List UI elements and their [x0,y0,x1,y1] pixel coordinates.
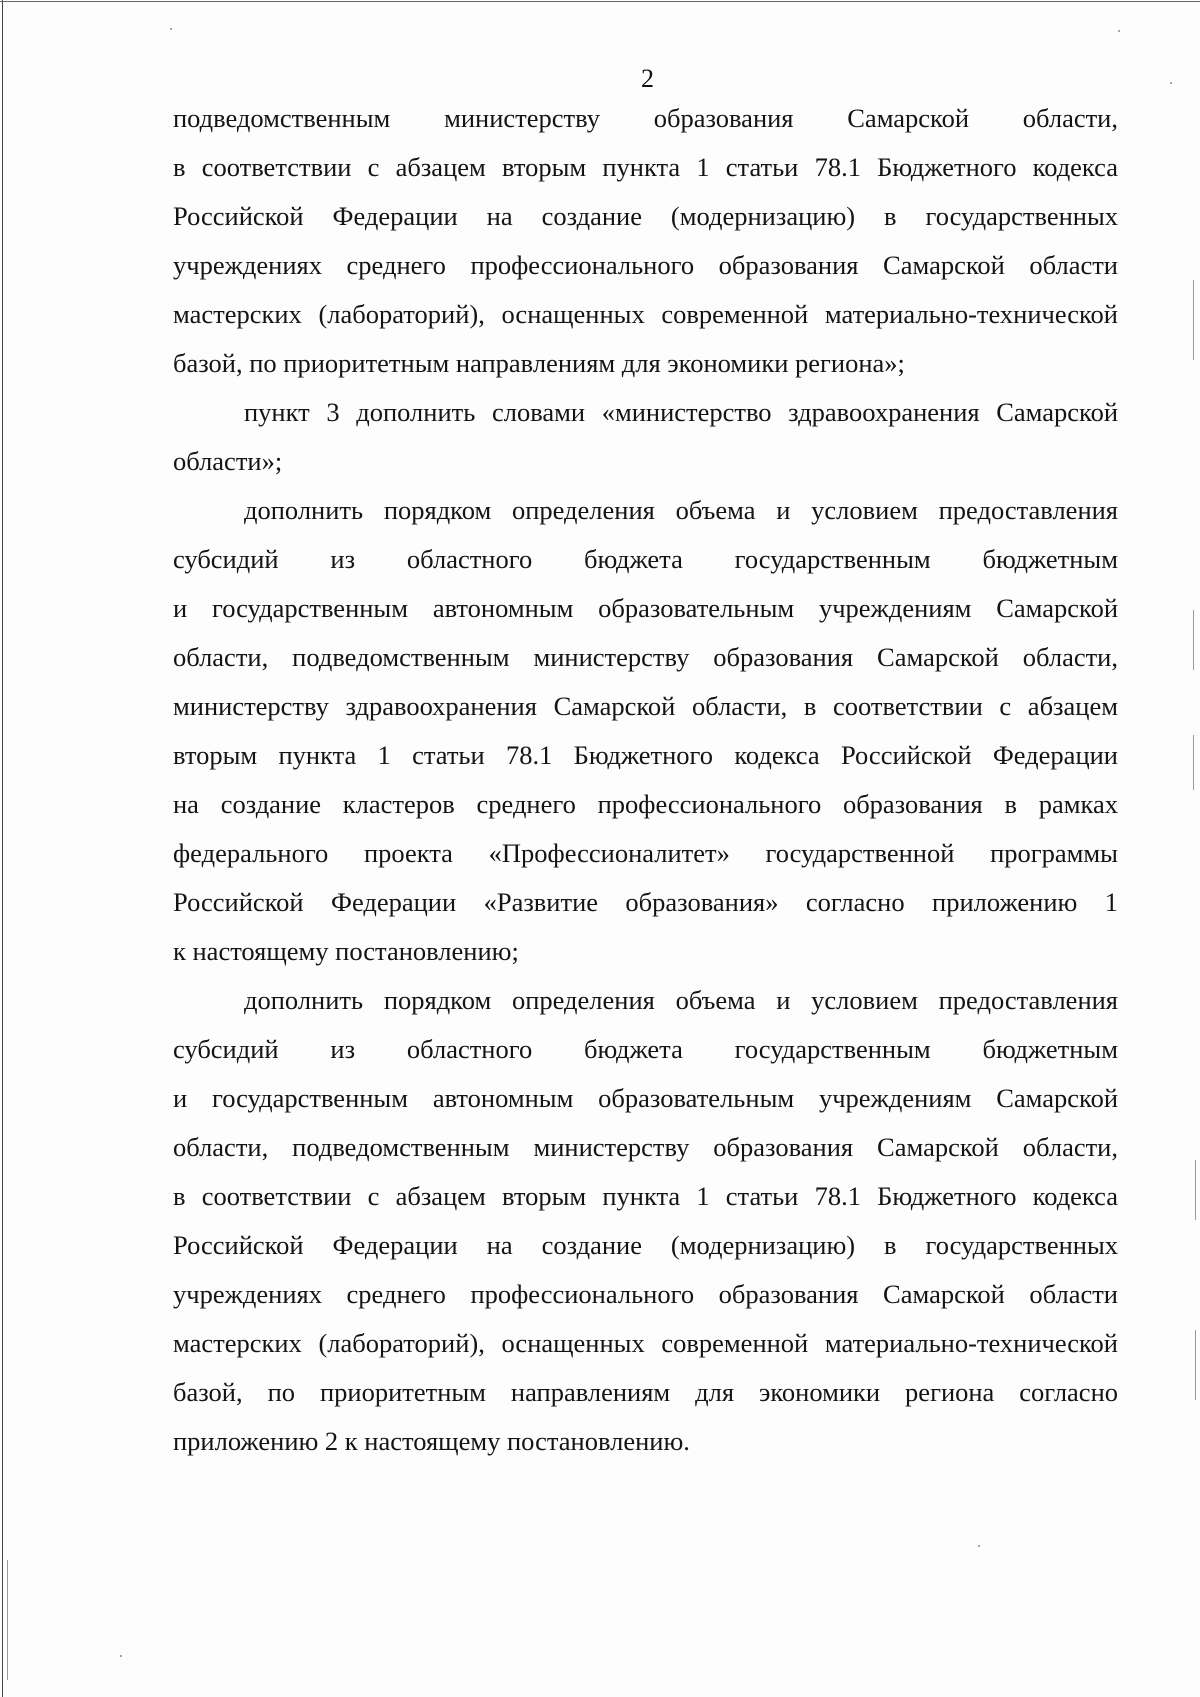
paragraph-first-line: дополнить порядком определения объема и условием предоставления [244,495,1118,525]
text-line: в соответствии с абзацем вторым пункта 1 статьи 78.1 Бюджетного кодекса [173,152,1118,182]
text-line: учреждениях среднего профессионального образования Самарской области [173,250,1118,280]
text-line: подведомственным министерству образования Самарской области, [173,103,1118,133]
text-line: мастерских (лабораторий), оснащенных современной материально-технической [173,299,1118,329]
scan-top-edge [0,1,1200,2]
scan-artifact [7,1560,8,1680]
text-line: мастерских (лабораторий), оснащенных современной материально-технической [173,1328,1118,1358]
text-line: вторым пункта 1 статьи 78.1 Бюджетного кодекса Российской Федерации [173,740,1118,770]
text-line: базой, по приоритетным направлениям для экономики региона согласно [173,1377,1118,1407]
page-number: 2 [641,64,654,93]
scan-speck [1118,30,1120,32]
text-line: на создание кластеров среднего профессионального образования в рамках [173,789,1118,819]
text-line: в соответствии с абзацем вторым пункта 1 статьи 78.1 Бюджетного кодекса [173,1181,1118,1211]
text-line: области»; [173,446,283,476]
scan-speck [978,1545,980,1547]
scan-artifact [1195,1160,1196,1220]
text-line: министерству здравоохранения Самарской области, в соответствии с абзацем [173,691,1118,721]
text-line: и государственным автономным образовательным учреждениям Самарской [173,593,1118,623]
text-line: Российской Федерации на создание (модернизацию) в государственных [173,201,1118,231]
text-line: и государственным автономным образовательным учреждениям Самарской [173,1083,1118,1113]
scan-speck [120,1655,122,1657]
text-line: области, подведомственным министерству образования Самарской области, [173,642,1118,672]
text-line: к настоящему постановлению; [173,936,519,966]
scan-artifact [1195,1330,1196,1400]
text-line: области, подведомственным министерству образования Самарской области, [173,1132,1118,1162]
paragraph-first-line: пункт 3 дополнить словами «министерство здравоохранения Самарской [244,397,1118,427]
text-line: Российской Федерации на создание (модернизацию) в государственных [173,1230,1118,1260]
text-line: федерального проекта «Профессионалитет» государственной программы [173,838,1118,868]
text-line: базой, по приоритетным направлениям для экономики региона»; [173,348,905,378]
scan-speck [170,28,172,30]
document-body [173,94,1118,1466]
scan-artifact [1193,610,1194,670]
text-line: Российской Федерации «Развитие образования» согласно приложению 1 [173,887,1118,917]
scan-artifact [1193,735,1194,790]
text-line: субсидий из областного бюджета государственным бюджетным [173,1034,1118,1064]
scan-artifact [1193,280,1194,360]
text-line: субсидий из областного бюджета государственным бюджетным [173,544,1118,574]
paragraph-first-line: дополнить порядком определения объема и условием предоставления [244,985,1118,1015]
scan-left-edge [2,0,3,1697]
text-line: приложению 2 к настоящему постановлению. [173,1426,690,1456]
text-line: учреждениях среднего профессионального образования Самарской области [173,1279,1118,1309]
